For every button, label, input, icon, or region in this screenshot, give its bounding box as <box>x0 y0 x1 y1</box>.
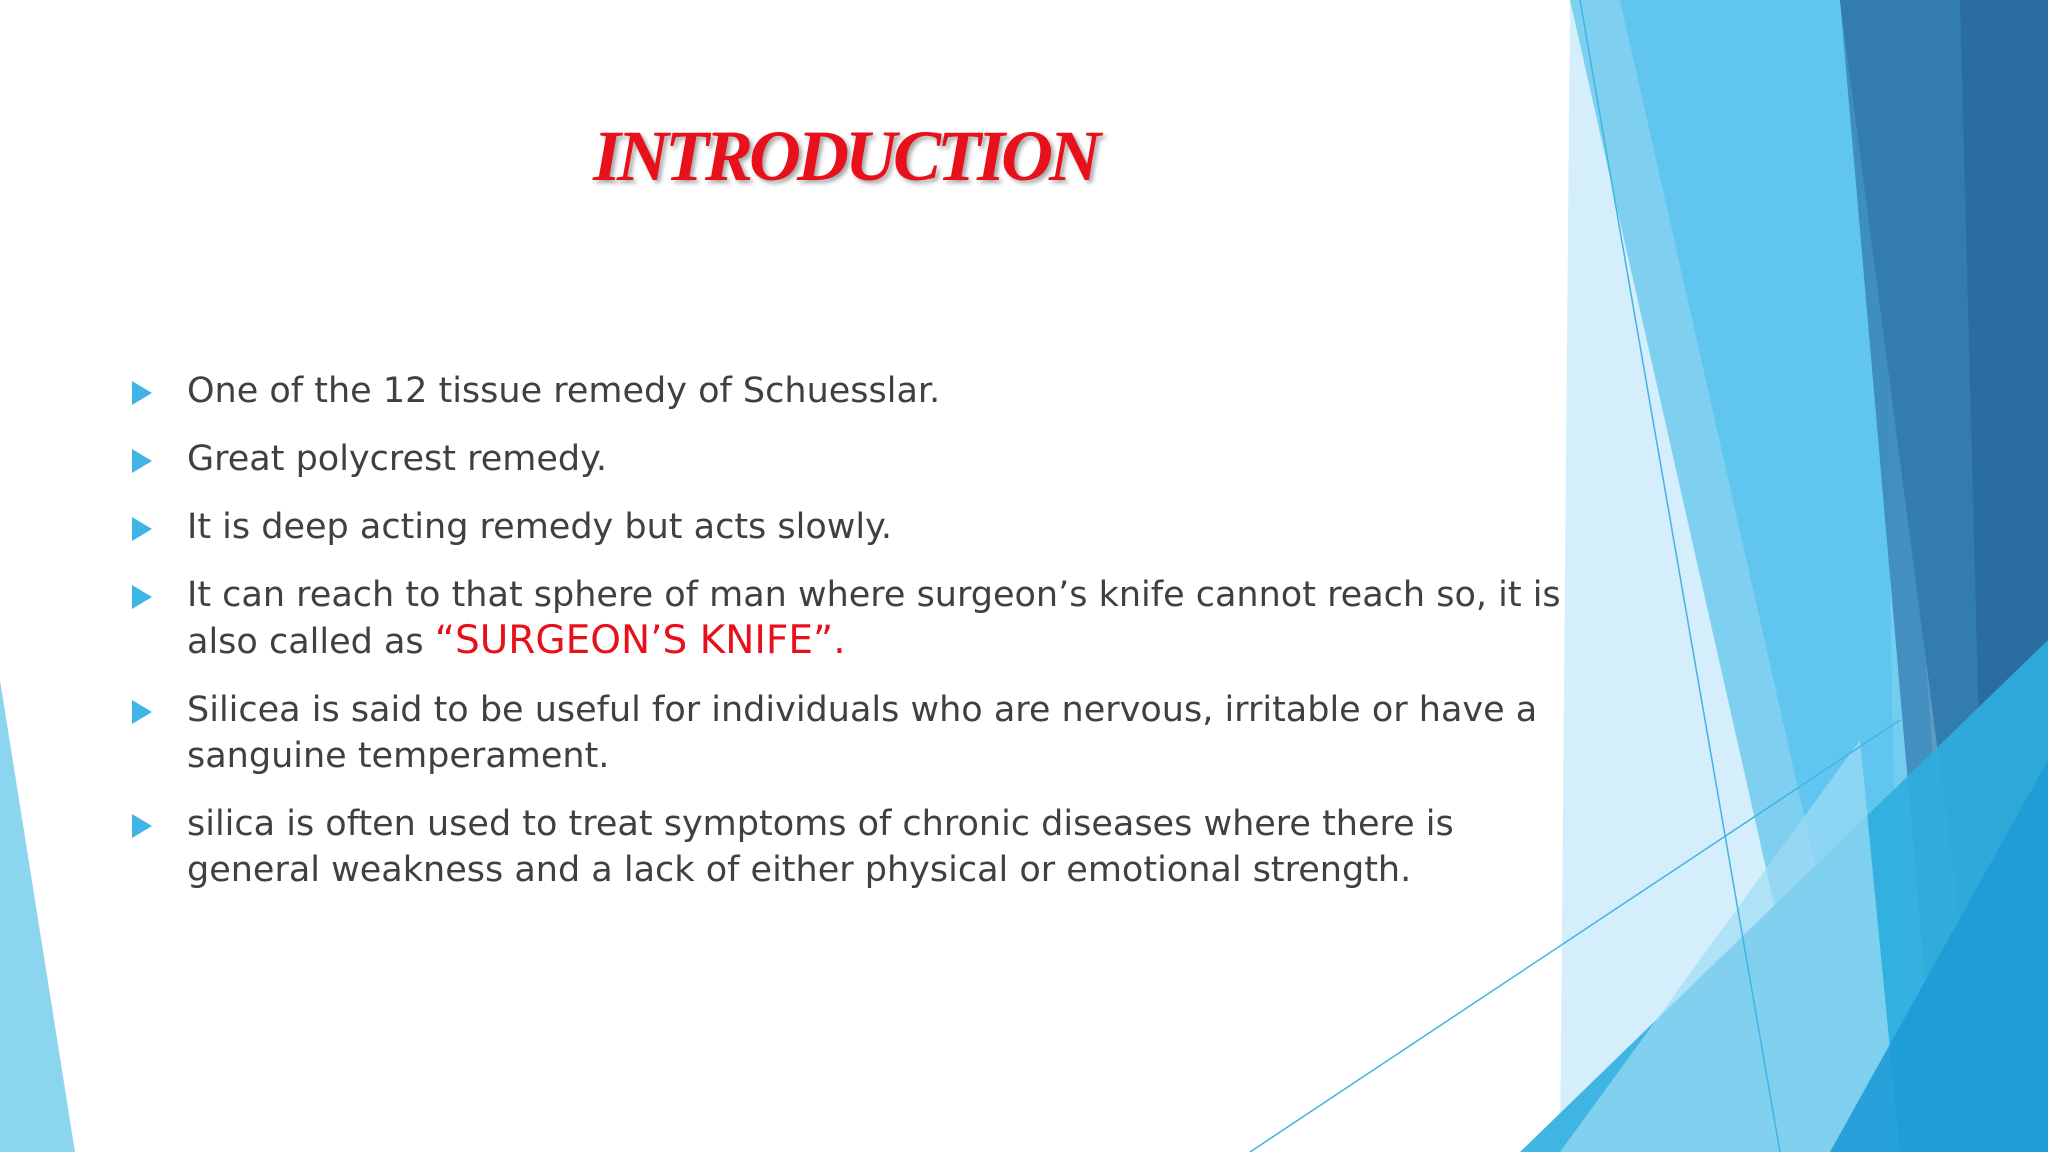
left-bottom-sliver <box>0 680 75 1152</box>
bullet-arrow-icon <box>132 517 152 541</box>
bullet-item <box>130 368 1570 414</box>
bullet-text: silica is often used to treat symptoms of chronic diseases where there is general weakness and a lack of either physical or emotional strength. <box>187 804 1454 890</box>
bullet-text: It is deep acting remedy but acts slowly. <box>187 507 892 547</box>
bullet-arrow-icon <box>132 381 152 405</box>
bullet-arrow-icon <box>132 585 152 609</box>
surgeons-knife-highlight: “SURGEON’S KNIFE”. <box>434 618 846 663</box>
bullet-text: Great polycrest remedy. <box>187 439 607 479</box>
bullet-text: Silicea is said to be useful for individuals who are nervous, irritable or have a sanguine temperament. <box>187 690 1538 776</box>
bullet-arrow-icon <box>132 814 152 838</box>
bullet-item <box>130 436 1570 482</box>
slide-title: INTRODUCTION <box>592 116 1098 196</box>
bullet-item <box>130 687 1570 779</box>
bullet-item <box>130 504 1570 550</box>
bullet-arrow-icon <box>132 449 152 473</box>
bullet-item <box>130 572 1570 665</box>
bullet-text: It can reach to that sphere of man where surgeon’s knife cannot reach so, it is also called as <box>187 575 1561 662</box>
bullet-text: One of the 12 tissue remedy of Schuesslar. <box>187 371 941 411</box>
bullet-list <box>130 368 1570 915</box>
bullet-arrow-icon <box>132 700 152 724</box>
bullet-item <box>130 801 1570 893</box>
